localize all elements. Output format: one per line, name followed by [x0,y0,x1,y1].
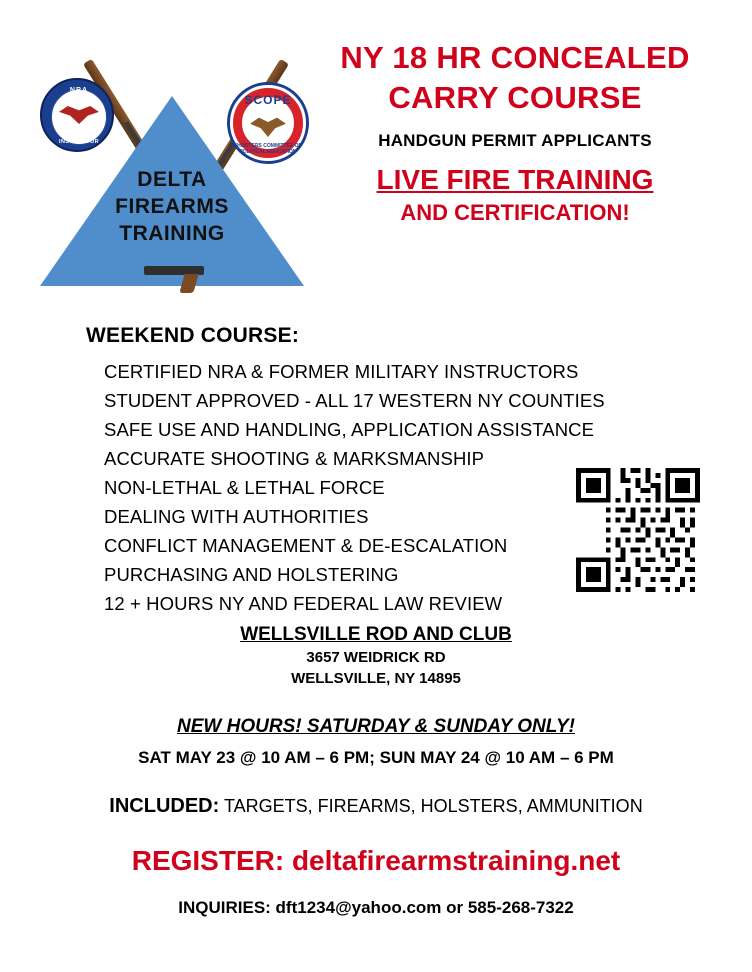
list-item: ACCURATE SHOOTING & MARKSMANSHIP [104,448,485,469]
list-item: NON-LETHAL & LETHAL FORCE [104,477,385,498]
course-heading: WEEKEND COURSE: [86,324,300,347]
inquiries-line[interactable]: INQUIRIES: dft1234@yahoo.com or 585-268-7322 [178,898,574,917]
included-value: TARGETS, FIREARMS, HOLSTERS, AMMUNITION [223,796,643,816]
scope-badge-word: SCOPE [244,93,292,107]
scope-badge-icon [227,82,309,164]
certification-headline: AND CERTIFICATION! [400,200,630,225]
list-item: 12 + HOURS NY AND FEDERAL LAW REVIEW [104,593,503,614]
nra-badge-bottom-text: CERTIFIED INSTRUCTOR [59,133,99,145]
logo-wordmark-line-3: TRAINING [119,222,225,245]
venue-name: WELLSVILLE ROD AND CLUB [240,624,512,645]
logo-wordmark-line-2: FIREARMS [115,195,229,218]
list-item: DEALING WITH AUTHORITIES [104,506,369,527]
scope-badge-sub-text: SHOOTERS COMMITTEE ON POLITICAL EDUCATION [233,143,303,155]
included-block [0,795,752,818]
live-fire-headline: LIVE FIRE TRAINING [376,164,654,195]
course-feature-list [104,357,624,618]
list-item: CERTIFIED NRA & FORMER MILITARY INSTRUCTORS [104,361,579,382]
hours-banner: NEW HOURS! SATURDAY & SUNDAY ONLY! [177,716,575,737]
logo-wordmark [90,166,254,247]
page-subtitle: HANDGUN PERMIT APPLICANTS [378,131,652,150]
venue-block [0,622,752,689]
venue-city-state-zip: WELLSVILLE, NY 14895 [291,670,461,687]
pistol-icon [144,266,204,286]
logo-wordmark-line-1: DELTA [137,168,207,191]
list-item: SAFE USE AND HANDLING, APPLICATION ASSISTANCE [104,419,595,440]
qr-code-svg [576,468,700,592]
nra-badge-top-text: NRA [69,87,89,94]
included-label: INCLUDED: [109,795,220,817]
header-text-block [300,38,730,227]
list-item: PURCHASING AND HOLSTERING [104,564,399,585]
page-title [300,38,730,118]
venue-address: 3657 WEIDRICK RD [306,649,446,666]
flyer-header [0,0,752,310]
schedule-times: SAT MAY 23 @ 10 AM – 6 PM; SUN MAY 24 @ 10 AM – 6 PM [138,748,614,767]
qr-code-icon[interactable] [576,468,700,592]
page-title-line-1: NY 18 HR CONCEALED [340,40,690,75]
page-title-line-2: CARRY COURSE [388,80,642,115]
register-line[interactable]: REGISTER: deltafirearmstraining.net [131,845,621,876]
nra-certified-instructor-badge-icon [40,78,114,152]
list-item: STUDENT APPROVED - ALL 17 WESTERN NY COUNTIES [104,390,605,411]
list-item: CONFLICT MANAGEMENT & DE-ESCALATION [104,535,508,556]
delta-firearms-logo [22,78,322,310]
